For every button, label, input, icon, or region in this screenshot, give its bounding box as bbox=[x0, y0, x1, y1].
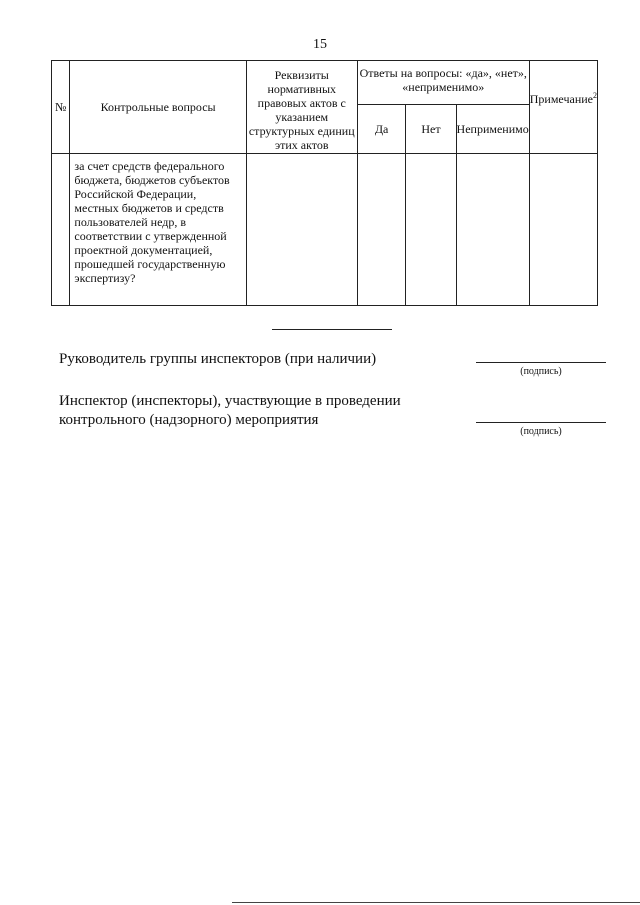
header-not-applicable: Неприменимо bbox=[456, 105, 529, 154]
table-row bbox=[52, 154, 598, 306]
header-note-label: Примечание bbox=[529, 92, 593, 106]
row-question-cell: за счет средств федерального бюджета, бюджетов субъектов Российской Федерации, местных бюджетов и средств пользователей недр, в соответствии с утвержденной проектной документацией, прошедшей государственную экспертизу? bbox=[70, 154, 246, 306]
inspectors-label: Инспектор (инспекторы), участвующие в проведении контрольного (надзорного) мероприятия bbox=[59, 393, 401, 428]
section-separator bbox=[272, 329, 392, 330]
inspectors-signature-caption: (подпись) bbox=[520, 426, 562, 437]
row-requisites-cell[interactable] bbox=[246, 154, 357, 306]
footnote-marker: 2 bbox=[593, 91, 597, 100]
group-leader-label: Руководитель группы инспекторов (при наличии) bbox=[59, 351, 377, 367]
row-number-cell bbox=[52, 154, 70, 306]
header-requisites: Реквизиты нормативных правовых актов с указанием структурных единиц этих актов bbox=[246, 61, 357, 154]
group-leader-signature-line[interactable] bbox=[476, 362, 606, 363]
header-yes: Да bbox=[357, 105, 406, 154]
header-questions: Контрольные вопросы bbox=[70, 61, 246, 154]
header-number: № bbox=[52, 61, 70, 154]
row-no-cell[interactable] bbox=[406, 154, 456, 306]
header-note bbox=[529, 61, 597, 154]
page-number: 15 bbox=[313, 37, 327, 52]
inspectors-signature-line[interactable] bbox=[476, 422, 606, 423]
row-yes-cell[interactable] bbox=[357, 154, 406, 306]
row-note-cell[interactable] bbox=[529, 154, 597, 306]
header-answers: Ответы на вопросы: «да», «нет», «неприменимо» bbox=[357, 61, 529, 105]
group-leader-signature-caption: (подпись) bbox=[520, 366, 562, 377]
row-not-applicable-cell[interactable] bbox=[456, 154, 529, 306]
table-header-row bbox=[52, 61, 598, 105]
header-no: Нет bbox=[406, 105, 456, 154]
checklist-table bbox=[51, 60, 598, 306]
page-bottom-edge bbox=[232, 902, 640, 903]
